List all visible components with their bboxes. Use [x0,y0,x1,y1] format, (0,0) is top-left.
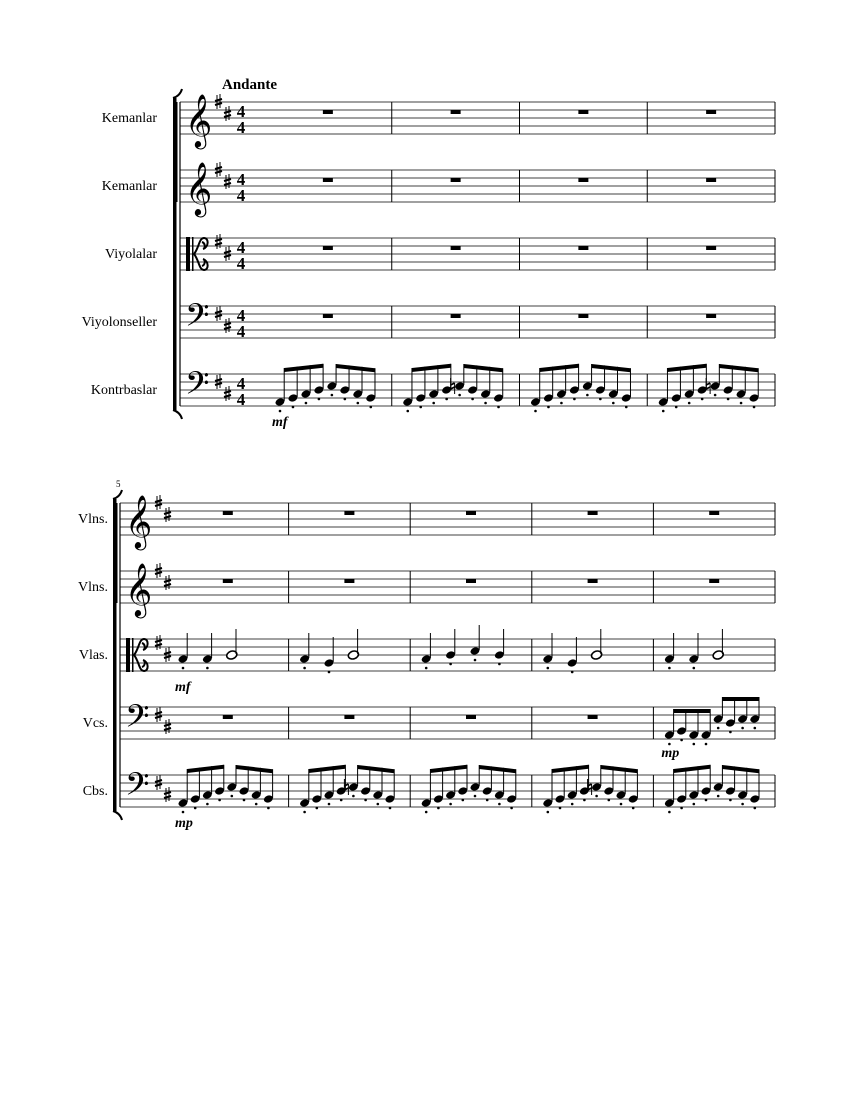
dynamic-marking: mp [661,746,680,761]
c-sharp-key-icon [164,507,171,522]
time-signature-denominator: 4 [236,322,246,341]
measure [451,178,461,182]
staff-3 [105,234,775,273]
beam [464,364,503,372]
staff-4-bass-clef-icon: 𝄢 [125,698,150,742]
measure [275,364,377,413]
measure [451,246,461,250]
c-sharp-key-icon [224,106,231,121]
whole-rest [466,715,476,719]
whole-rest [578,246,588,250]
f-sharp-key-icon [215,374,222,389]
measure [706,246,716,250]
whole-rest [706,178,716,182]
staff-2 [78,562,775,618]
instrument-label: Kontrbaslar [90,383,157,398]
measure [542,765,638,814]
measure [706,110,716,114]
dynamic-marking: mf [175,680,191,695]
instrument-label: Kemanlar [101,111,157,126]
whole-rest [323,314,333,318]
staff-5-bass-clef-icon: 𝄢 [185,365,210,409]
measure [344,579,354,583]
measure [223,511,233,515]
whole-rest [588,715,598,719]
whole-rest [706,110,716,114]
instrument-label: Viyolalar [104,247,157,262]
time-signature-numerator: 4 [236,238,246,257]
instrument-label: Vlns. [78,580,108,595]
measure [421,765,517,814]
c-sharp-key-icon [164,575,171,590]
system-bracket [173,98,177,410]
system-2 [78,479,775,831]
whole-rest [466,579,476,583]
measure [658,364,760,413]
beam [479,765,516,773]
measure [466,715,476,719]
measure [706,314,716,318]
c-sharp-key-icon [224,174,231,189]
measure [323,246,333,250]
whole-rest [323,110,333,114]
c-sharp-key-icon [224,386,231,401]
beam [667,364,706,372]
beam [674,709,711,713]
time-signature-numerator: 4 [236,306,246,325]
staff-4 [82,297,775,341]
staff-3 [79,625,775,695]
dynamic-marking: mp [175,816,193,831]
measure [402,364,504,413]
measure [323,178,333,182]
measure [299,765,395,814]
measure [323,110,333,114]
staff-4-bass-clef-icon: 𝄢 [185,297,210,341]
measure [542,629,602,673]
measure [344,715,354,719]
beam [719,364,758,372]
whole-rest [578,178,588,182]
staff-1 [102,93,775,149]
measure [530,364,632,413]
f-sharp-key-icon [155,775,162,790]
instrument-label: Vlas. [78,648,108,663]
beam [540,364,579,372]
f-sharp-key-icon [155,495,162,510]
system-bracket [113,499,117,811]
instrument-label: Cbs. [82,784,108,799]
measure [323,314,333,318]
measure [223,579,233,583]
staff-5 [91,364,775,430]
measure [344,511,354,515]
beam [674,765,711,773]
staff-1-treble-clef-icon: 𝄞 [185,93,213,147]
whole-rest [578,110,588,114]
measure [709,511,719,515]
measure [178,765,274,814]
whole-rest [466,511,476,515]
staff-1 [78,494,775,550]
measure [588,511,598,515]
measure [664,697,760,745]
instrument-label: Viyolonseller [81,315,157,330]
c-sharp-key-icon [164,647,171,662]
beam [722,765,759,773]
measure [578,178,588,182]
whole-rest [323,246,333,250]
time-signature-denominator: 4 [236,254,246,273]
measure [223,715,233,719]
whole-rest [588,579,598,583]
staff-2 [102,161,775,217]
whole-rest [706,314,716,318]
f-sharp-key-icon [215,306,222,321]
measure [706,178,716,182]
c-sharp-key-icon [164,787,171,802]
beam [336,364,375,372]
beam [187,765,224,773]
whole-rest [223,511,233,515]
instrument-label: Vlns. [78,512,108,527]
measure [578,246,588,250]
time-signature-denominator: 4 [236,390,246,409]
measure [588,579,598,583]
beam [412,364,451,372]
measure [709,579,719,583]
time-signature-denominator: 4 [236,118,246,137]
measure [578,110,588,114]
measure [466,579,476,583]
beam [358,765,395,773]
whole-rest [709,579,719,583]
staff-1-treble-clef-icon: 𝄞 [125,494,153,548]
whole-rest [344,511,354,515]
measure [451,314,461,318]
beam [236,765,273,773]
beam [309,765,346,773]
whole-rest [588,511,598,515]
whole-rest [709,511,719,515]
whole-rest [223,579,233,583]
staff-5-bass-clef-icon: 𝄢 [125,766,150,810]
f-sharp-key-icon [155,707,162,722]
f-sharp-key-icon [215,234,222,249]
measure [299,629,359,673]
instrument-label: Kemanlar [101,179,157,194]
measure [466,511,476,515]
whole-rest [323,178,333,182]
whole-rest [578,314,588,318]
beam [552,765,589,773]
staff-5 [83,765,775,831]
staff-4 [83,697,775,761]
beam [592,364,631,372]
beam [601,765,638,773]
whole-rest [451,110,461,114]
time-signature-numerator: 4 [236,374,246,393]
f-sharp-key-icon [215,162,222,177]
whole-rest [344,579,354,583]
dynamic-marking: mf [272,415,288,430]
instrument-label: Vcs. [82,716,108,731]
whole-rest [451,246,461,250]
beam [722,697,759,701]
whole-rest [706,246,716,250]
staff-2-treble-clef-icon: 𝄞 [125,562,153,616]
measure [451,110,461,114]
system-1 [82,89,775,430]
measure-number: 5 [116,479,121,489]
whole-rest [223,715,233,719]
c-sharp-key-icon [164,719,171,734]
c-sharp-key-icon [224,318,231,333]
beam [284,364,323,372]
staff-2-treble-clef-icon: 𝄞 [185,161,213,215]
time-signature-numerator: 4 [236,102,246,121]
whole-rest [451,314,461,318]
c-sharp-key-icon [224,246,231,261]
whole-rest [344,715,354,719]
f-sharp-key-icon [155,635,162,650]
measure [664,765,760,814]
f-sharp-key-icon [155,563,162,578]
time-signature-denominator: 4 [236,186,246,205]
measure [578,314,588,318]
f-sharp-key-icon [215,94,222,109]
measure [588,715,598,719]
tempo-marking: Andante [222,77,278,93]
beam [430,765,467,773]
time-signature-numerator: 4 [236,170,246,189]
whole-rest [451,178,461,182]
